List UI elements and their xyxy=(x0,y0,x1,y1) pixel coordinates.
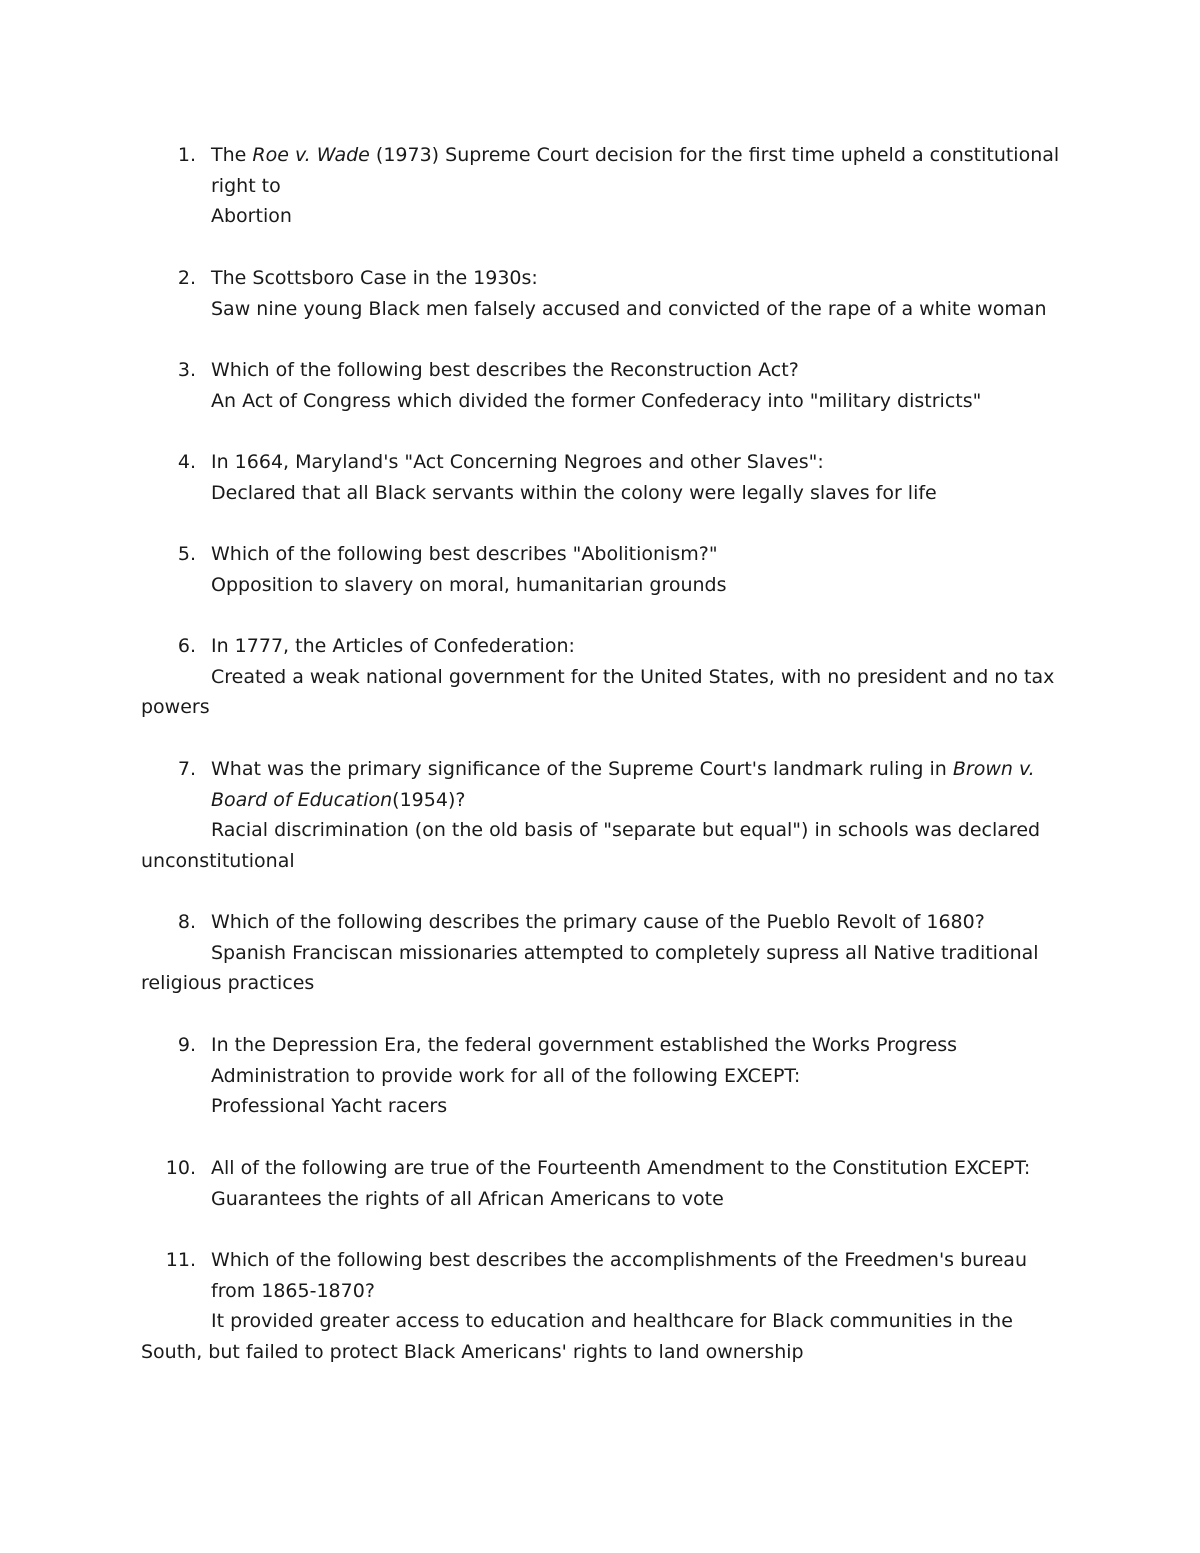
question-item-10 xyxy=(0,1153,1200,1214)
answer-text: An Act of Congress which divided the former Confederacy into "military districts" xyxy=(211,389,982,412)
question-item-1 xyxy=(0,140,1200,232)
question-item-2 xyxy=(0,263,1200,324)
question-item-8 xyxy=(0,907,1200,999)
case-name: Brown v. Board of Education xyxy=(211,758,1035,811)
question-number: 1. xyxy=(177,144,196,166)
answer-text: Saw nine young Black men falsely accused and convicted of the rape of a white woman xyxy=(211,297,1047,320)
question-item-5 xyxy=(0,539,1200,600)
question-text: Which of the following describes the primary cause of the Pueblo Revolt of 1680? xyxy=(211,911,985,933)
answer-text: Racial discrimination (on the old basis of "separate but equal") in schools was declared unconstitutional xyxy=(141,819,1041,872)
question-number: 8. xyxy=(177,911,196,933)
question-text: What was the primary significance of the Supreme Court's landmark ruling in Brown v. Board of Education(1954)? xyxy=(211,758,1035,811)
question-text: Which of the following best describes the accomplishments of the Freedmen's bureau from 1865-1870? xyxy=(211,1249,1027,1302)
answer-text: It provided greater access to education and healthcare for Black communities in the South, but failed to protect Black Americans' rights to land ownership xyxy=(141,1310,1013,1363)
answer-text: Spanish Franciscan missionaries attempted to completely supress all Native traditional religious practices xyxy=(141,941,1039,994)
question-number: 2. xyxy=(177,267,196,289)
question-text: Which of the following best describes the Reconstruction Act? xyxy=(211,359,799,381)
question-text: In 1777, the Articles of Confederation: xyxy=(211,635,575,657)
question-text: Which of the following best describes "Abolitionism?" xyxy=(211,543,718,565)
question-item-9 xyxy=(0,1030,1200,1122)
answer-text: Guarantees the rights of all African Americans to vote xyxy=(211,1187,724,1210)
question-number: 7. xyxy=(177,758,196,780)
question-item-4 xyxy=(0,447,1200,508)
answer-text: Created a weak national government for the United States, with no president and no tax powers xyxy=(141,665,1055,718)
question-text: All of the following are true of the Fourteenth Amendment to the Constitution EXCEPT: xyxy=(211,1157,1031,1179)
question-text: The Roe v. Wade (1973) Supreme Court decision for the first time upheld a constitutional right to xyxy=(211,144,1060,197)
answer-text: Opposition to slavery on moral, humanitarian grounds xyxy=(211,573,727,596)
answer-text: Professional Yacht racers xyxy=(211,1095,448,1117)
question-text: The Scottsboro Case in the 1930s: xyxy=(211,267,538,289)
question-number: 10. xyxy=(165,1157,196,1179)
question-item-3 xyxy=(0,355,1200,416)
question-number: 6. xyxy=(177,635,196,657)
question-number: 4. xyxy=(177,451,196,473)
question-text: In the Depression Era, the federal government established the Works Progress Administration to provide work for all of the following EXCEPT: xyxy=(211,1034,958,1087)
question-item-7 xyxy=(0,754,1200,876)
question-number: 9. xyxy=(177,1034,196,1056)
question-item-11 xyxy=(0,1245,1200,1367)
question-number: 11. xyxy=(165,1249,196,1271)
case-name: Roe v. Wade xyxy=(252,144,370,166)
question-number: 5. xyxy=(177,543,196,565)
question-number: 3. xyxy=(177,359,196,381)
question-text: In 1664, Maryland's "Act Concerning Negroes and other Slaves": xyxy=(211,451,824,473)
answer-text: Abortion xyxy=(211,205,292,227)
question-item-6 xyxy=(0,631,1200,723)
answer-text: Declared that all Black servants within the colony were legally slaves for life xyxy=(211,481,937,504)
